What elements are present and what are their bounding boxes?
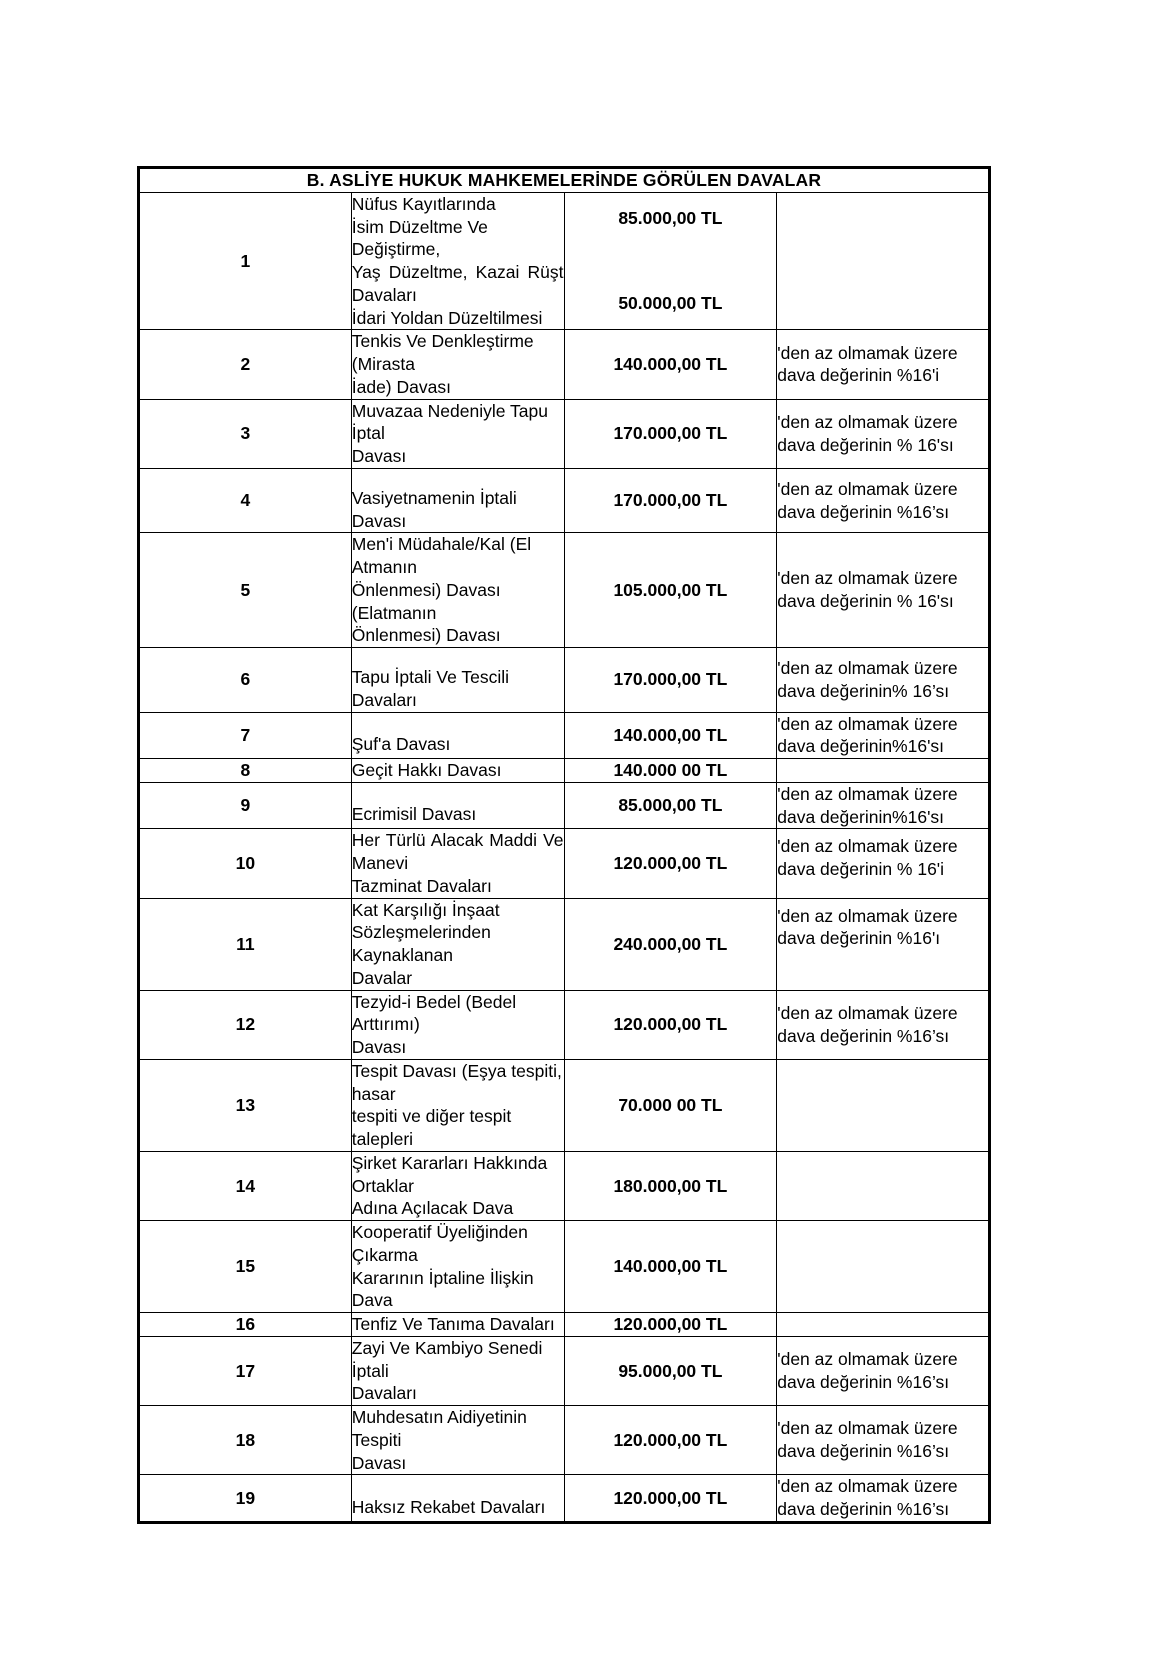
row-number: 8	[139, 759, 352, 783]
row-number: 3	[139, 399, 352, 468]
row-amount: 140.000,00 TL	[564, 330, 777, 399]
row-description	[351, 829, 564, 898]
description-line: Tapu İptali Ve Tescili Davaları	[351, 667, 510, 710]
row-description	[351, 192, 564, 330]
description-extra: İdari Yoldan Düzeltilmesi	[351, 307, 543, 328]
table-row	[139, 1151, 990, 1220]
row-amount: 120.000,00 TL	[564, 829, 777, 898]
row-description	[351, 1313, 564, 1337]
row-description	[351, 712, 564, 759]
row-number: 12	[139, 990, 352, 1059]
row-amount: 180.000,00 TL	[564, 1151, 777, 1220]
row-description	[351, 1336, 564, 1405]
description-line: İsim Düzeltme Ve Değiştirme,	[351, 216, 488, 260]
row-note: 'den az olmamak üzere dava değerinin % 16'i	[777, 829, 990, 898]
row-description	[351, 898, 564, 990]
table-row	[139, 648, 990, 713]
description-line: Tazminat Davaları	[351, 875, 492, 896]
row-note	[777, 1221, 990, 1313]
table-row	[139, 1475, 990, 1523]
description-line: Davalar	[351, 967, 413, 988]
description-line: Adına Açılacak Dava	[351, 1198, 514, 1219]
description-line: tespiti ve diğer tespit talepleri	[351, 1106, 512, 1149]
row-number: 2	[139, 330, 352, 399]
table-row	[139, 399, 990, 468]
row-amount: 120.000,00 TL	[564, 990, 777, 1059]
description-line: Manevi	[351, 853, 409, 873]
row-note: 'den az olmamak üzere dava değerinin %16’sı	[777, 990, 990, 1059]
description-line: Davaları	[351, 1383, 417, 1404]
table-row	[139, 192, 990, 330]
table-row	[139, 990, 990, 1059]
description-line: Sözleşmelerinden Kaynaklanan	[351, 922, 491, 965]
row-note	[777, 1313, 990, 1337]
page-title: B. ASLİYE HUKUK MAHKEMELERİNDE GÖRÜLEN DAVALAR	[139, 168, 990, 193]
row-note: 'den az olmamak üzere dava değerinin %16’sı	[777, 1406, 990, 1475]
row-description	[351, 1151, 564, 1220]
row-note: 'den az olmamak üzere dava değerinin %16'ı	[777, 898, 990, 990]
table-row	[139, 829, 990, 898]
row-note: 'den az olmamak üzere dava değerinin%16'sı	[777, 712, 990, 759]
description-line: Tezyid-i Bedel (Bedel Arttırımı)	[351, 991, 517, 1035]
description-line: Haksız Rekabet Davaları	[351, 1496, 546, 1517]
row-note: 'den az olmamak üzere dava değerinin %16'i	[777, 330, 990, 399]
description-line: Şuf'a Davası	[351, 733, 451, 754]
row-amount: 85.000,00 TL	[564, 782, 777, 829]
row-amount: 120.000,00 TL	[564, 1406, 777, 1475]
description-line: Muhdesatın Aidiyetinin Tespiti	[351, 1407, 527, 1450]
row-amount: 170.000,00 TL	[564, 399, 777, 468]
description-line: Önlenmesi) Davası (Elatmanın	[351, 579, 501, 623]
description-line: Yaş Düzeltme, Kazai Rüşt	[351, 262, 564, 282]
description-line: Kat Karşılığı İnşaat	[351, 899, 500, 920]
row-description	[351, 399, 564, 468]
row-number: 15	[139, 1221, 352, 1313]
row-amount: 170.000,00 TL	[564, 468, 777, 533]
description-line: İade) Davası	[351, 376, 451, 397]
row-note: 'den az olmamak üzere dava değerinin%16'sı	[777, 782, 990, 829]
description-line: Kararının İptaline İlişkin Dava	[351, 1267, 534, 1311]
row-note: 'den az olmamak üzere dava değerinin % 16'sı	[777, 399, 990, 468]
description-line: Vasiyetnamenin İptali Davası	[351, 487, 517, 531]
description-line: Tenfiz Ve Tanıma Davaları	[351, 1314, 555, 1334]
table-row	[139, 330, 990, 399]
row-number: 14	[139, 1151, 352, 1220]
amount-primary: 85.000,00 TL	[618, 208, 723, 229]
table-row	[139, 759, 990, 783]
row-note	[777, 1151, 990, 1220]
row-amount: 240.000,00 TL	[564, 898, 777, 990]
row-description	[351, 759, 564, 783]
description-line: Tenkis Ve Denkleştirme (Mirasta	[351, 331, 534, 374]
row-number: 5	[139, 533, 352, 648]
table-row	[139, 533, 990, 648]
table-row	[139, 1313, 990, 1337]
row-number: 7	[139, 712, 352, 759]
row-note: 'den az olmamak üzere dava değerinin % 16'sı	[777, 533, 990, 648]
table-row	[139, 1221, 990, 1313]
table-title-row	[139, 168, 990, 193]
description-line: Davası	[351, 446, 407, 466]
row-note	[777, 759, 990, 783]
description-line: Önlenmesi) Davası	[351, 625, 501, 646]
row-amount: 70.000 00 TL	[564, 1059, 777, 1151]
row-number: 13	[139, 1059, 352, 1151]
row-number: 11	[139, 898, 352, 990]
row-description	[351, 330, 564, 399]
row-amount: 170.000,00 TL	[564, 648, 777, 713]
description-line: Ecrimisil Davası	[351, 804, 477, 825]
row-number: 4	[139, 468, 352, 533]
table-row	[139, 468, 990, 533]
description-line: Davası	[351, 1452, 407, 1473]
row-description	[351, 1059, 564, 1151]
table-row	[139, 712, 990, 759]
row-amount: 140.000,00 TL	[564, 712, 777, 759]
description-line: Şirket Kararları Hakkında Ortaklar	[351, 1152, 548, 1196]
table-row	[139, 1406, 990, 1475]
row-description	[351, 782, 564, 829]
row-description	[351, 533, 564, 648]
description-line: Her Türlü Alacak Maddi Ve	[351, 830, 564, 851]
row-amount: 95.000,00 TL	[564, 1336, 777, 1405]
row-description	[351, 468, 564, 533]
row-description	[351, 1221, 564, 1313]
row-note	[777, 1059, 990, 1151]
description-line: Men'i Müdahale/Kal (El Atmanın	[351, 534, 532, 577]
row-number: 17	[139, 1336, 352, 1405]
row-amount	[564, 192, 777, 330]
row-note	[777, 192, 990, 330]
table-row	[139, 782, 990, 829]
amount-secondary: 50.000,00 TL	[618, 293, 723, 313]
table-row	[139, 1336, 990, 1405]
row-number: 1	[139, 192, 352, 330]
row-note: 'den az olmamak üzere dava değerinin% 16’sı	[777, 648, 990, 713]
row-note: 'den az olmamak üzere dava değerinin %16’sı	[777, 1475, 990, 1523]
row-amount: 140.000,00 TL	[564, 1221, 777, 1313]
document-page	[137, 166, 991, 1524]
row-description	[351, 1406, 564, 1475]
row-amount: 105.000,00 TL	[564, 533, 777, 648]
description-line: Zayi Ve Kambiyo Senedi İptali	[351, 1337, 543, 1381]
row-number: 16	[139, 1313, 352, 1337]
row-number: 6	[139, 648, 352, 713]
description-line: Davası	[351, 1037, 407, 1057]
description-line: Kooperatif Üyeliğinden Çıkarma	[351, 1222, 528, 1265]
tariff-table	[137, 166, 991, 1524]
row-amount: 140.000 00 TL	[564, 759, 777, 783]
row-number: 9	[139, 782, 352, 829]
row-number: 18	[139, 1406, 352, 1475]
row-description	[351, 990, 564, 1059]
table-row	[139, 1059, 990, 1151]
description-line: Geçit Hakkı Davası	[351, 760, 502, 780]
row-number: 10	[139, 829, 352, 898]
table-row	[139, 898, 990, 990]
description-line: Nüfus Kayıtlarında	[351, 193, 496, 214]
description-line: Tespit Davası (Eşya tespiti, hasar	[351, 1060, 562, 1104]
description-line: Muvazaa Nedeniyle Tapu İptal	[351, 400, 548, 444]
row-description	[351, 648, 564, 713]
row-note: 'den az olmamak üzere dava değerinin %16’sı	[777, 468, 990, 533]
description-line: Davaları	[351, 284, 417, 305]
row-number: 19	[139, 1475, 352, 1523]
row-amount: 120.000,00 TL	[564, 1475, 777, 1523]
row-amount: 120.000,00 TL	[564, 1313, 777, 1337]
row-description	[351, 1475, 564, 1523]
row-note: 'den az olmamak üzere dava değerinin %16’sı	[777, 1336, 990, 1405]
